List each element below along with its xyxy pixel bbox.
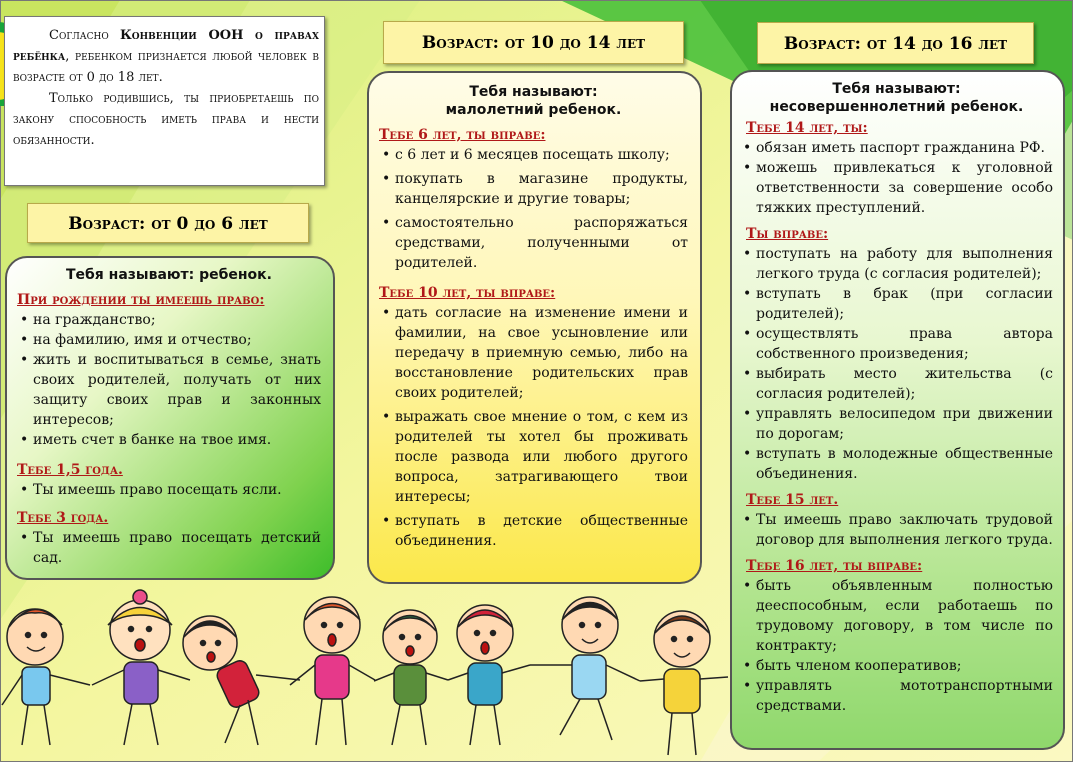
list-item: • управлять велосипедом при движении по дорогам; [740,404,1053,444]
card3-list-14 [740,138,1053,218]
age-header-14-16: Возраст: от 14 до 16 лет [757,22,1034,64]
child-figure [374,610,448,745]
intro-text-a: Согласно [49,28,120,43]
list-item: • иметь счет в банке на твое имя. [17,430,321,450]
child-figure [290,597,375,745]
list-item: • на фамилию, имя и отчество; [17,330,321,350]
card-age-14-16 [730,70,1065,750]
list-item: • выражать свое мнение о том, с кем из родителей ты хотел бы проживать после развода или любого другого вопроса, затрагивающего твои интересы; [379,407,688,507]
card1-section-1-5: Тебе 1,5 года. [17,462,123,478]
card3-list-15 [740,510,1053,550]
age-header-10-14: Возраст: от 10 до 14 лет [383,21,684,64]
card1-section-3: Тебе 3 года. [17,510,109,526]
card1-title: Тебя называют: ребенок. [65,267,272,283]
children-illustration [0,585,735,762]
card2-title-2: малолетний ребенок. [445,102,622,118]
card3-section-rights: Ты вправе: [746,226,829,242]
child-figure [530,597,640,740]
list-item: • быть членом кооперативов; [740,656,1053,676]
list-item: • осуществлять права автора собственного произведения; [740,324,1053,364]
list-item: • Ты имеешь право посещать ясли. [17,480,321,500]
list-item: • можешь привлекаться к уголовной ответственности за совершение особо тяжких преступлений. [740,158,1053,218]
intro-text [13,25,319,151]
card3-section-14: Тебе 14 лет, ты: [746,120,868,136]
list-item: • Ты имеешь право посещать детский сад. [17,528,321,568]
card3-title-1: Тебя называют: [832,81,961,97]
card3-section-15: Тебе 15 лет. [746,492,839,508]
card1-list-1-5 [17,480,321,500]
card3-section-16: Тебе 16 лет, ты вправе: [746,558,923,574]
card2-section-6: Тебе 6 лет, ты вправе: [379,127,546,143]
card2-section-10: Тебе 10 лет, ты вправе: [379,285,556,301]
list-item: • быть объявленным полностью дееспособным, если работаешь по трудовому договору, в том числе по контракту; [740,576,1053,656]
card3-list-rights [740,244,1053,484]
intro-paragraph-2: Только родившись, ты приобретаешь по закону способность иметь права и нести обязанности. [13,91,319,148]
list-item: • Ты имеешь право заключать трудовой договор для выполнения легкого труда. [740,510,1053,550]
list-item: • поступать на работу для выполнения легкого труда (с согласия родителей); [740,244,1053,284]
intro-note [4,16,325,186]
list-item: • на гражданство; [17,310,321,330]
list-item: • самостоятельно распоряжаться средствами, полученными от родителей. [379,213,688,273]
card3-list-16 [740,576,1053,716]
card1-section-birth: При рождении ты имеешь право: [17,292,265,308]
card3-title-2: несовершеннолетний ребенок. [769,99,1024,115]
list-item: • управлять мототранспортными средствами. [740,676,1053,716]
age-header-0-6: Возраст: от 0 до 6 лет [27,203,309,243]
card1-list-birth [17,310,321,450]
list-item: • с 6 лет и 6 месяцев посещать школу; [379,145,688,165]
child-figure [183,616,300,745]
list-item: • покупать в магазине продукты, канцелярские и другие товары; [379,169,688,209]
child-figure [2,609,90,745]
list-item: • вступать в детские общественные объединения. [379,511,688,551]
list-item: • вступать в брак (при согласии родителей); [740,284,1053,324]
card2-list-6 [379,145,688,273]
list-item: • вступать в молодежные общественные объединения. [740,444,1053,484]
list-item: • дать согласие на изменение имени и фамилии, на свое усыновление или передачу в приемную семью, либо на восстановление родительских прав своих родителей; [379,303,688,403]
convention-name: Конвенции ООН о правах ребёнка [13,28,319,64]
child-figure [448,605,530,745]
intro-paragraph-1 [13,25,319,88]
card1-list-3 [17,528,321,568]
list-item: • выбирать место жительства (с согласия родителей); [740,364,1053,404]
intro-text-c: , ребенком признается любой человек в возрасте от 0 до 18 лет. [13,49,319,85]
list-item: • обязан иметь паспорт гражданина РФ. [740,138,1053,158]
card2-list-10 [379,303,688,551]
child-figure [92,590,190,745]
card2-title-1: Тебя называют: [469,84,598,100]
list-item: • жить и воспитываться в семье, знать своих родителей, получать от них защиту своих прав и законных интересов; [17,350,321,430]
card-age-0-6 [5,256,335,580]
child-figure [640,611,728,755]
card-age-10-14 [367,71,702,584]
